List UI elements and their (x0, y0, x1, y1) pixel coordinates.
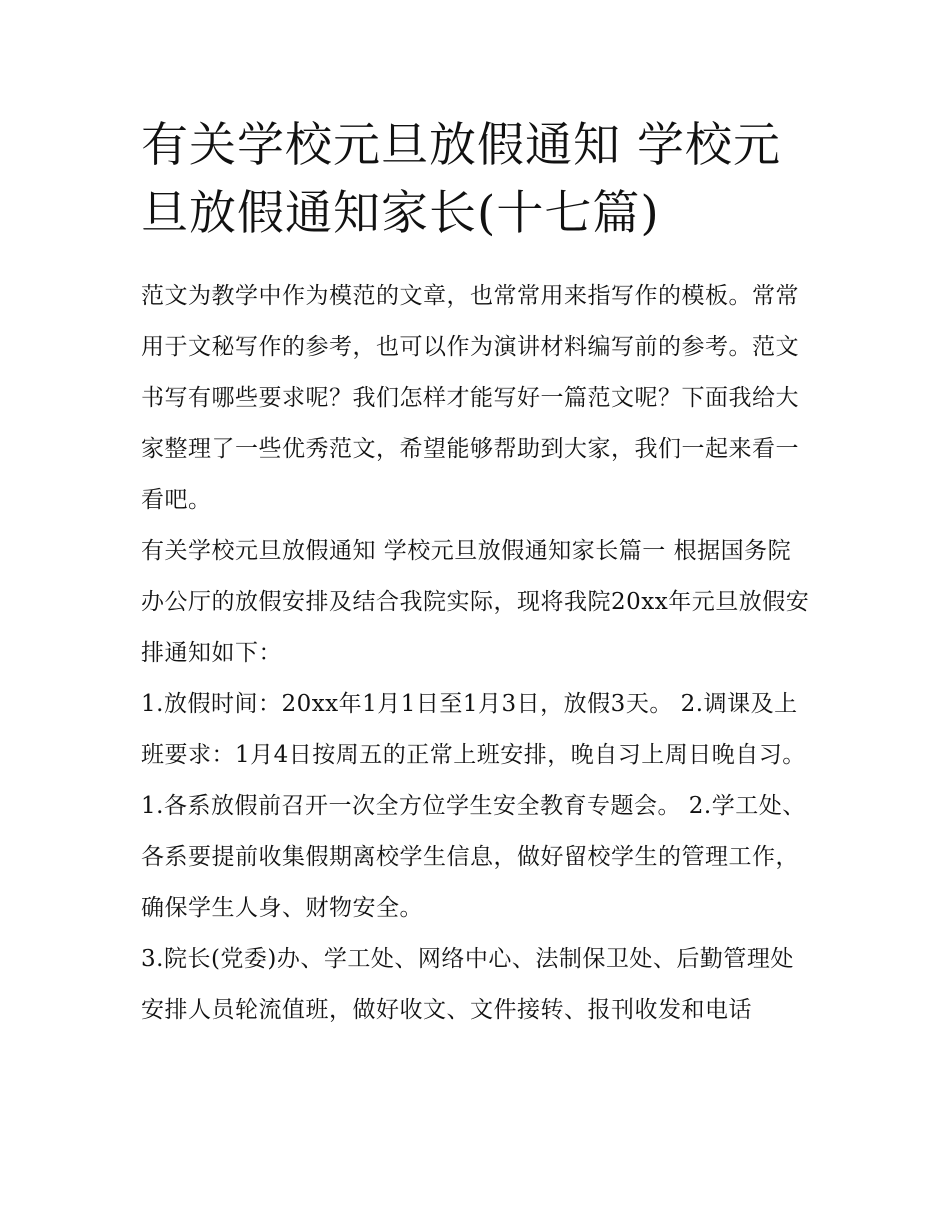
paragraph-safety: 1.各系放假前召开一次全方位学生安全教育专题会。 2.学工处、各系要提前收集假期离校学生信息，做好留校学生的管理工作，确保学生人身、财物安全。 (141, 793, 806, 921)
paragraph-intro: 范文为教学中作为模范的文章，也常常用来指写作的模板。常常用于文秘写作的参考，也可以作为演讲材料编写前的参考。范文书写有哪些要求呢？我们怎样才能写好一篇范文呢？下面我给大家整理了一些优秀范文，希望能够帮助到大家，我们一起来看一看吧。 (141, 283, 799, 513)
paragraph-duty: 3.院长(党委)办、学工处、网络中心、法制保卫处、后勤管理处安排人员轮流值班，做好收文、文件接转、报刊收发和电话 (141, 946, 794, 1023)
document-content (141, 112, 813, 1036)
document-title: 有关学校元旦放假通知 学校元旦放假通知家长(十七篇) (141, 118, 781, 241)
paragraph-holiday-time: 1.放假时间：20xx年1月1日至1月3日，放假3天。 2.调课及上班要求：1月4日按周五的正常上班安排，晚自习上周日晚自习。 (141, 691, 806, 768)
paragraph-notice-intro: 有关学校元旦放假通知 学校元旦放假通知家长篇一 根据国务院办公厅的放假安排及结合我院实际，现将我院20xx年元旦放假安排通知如下： (141, 538, 810, 666)
document-body (141, 271, 813, 1036)
